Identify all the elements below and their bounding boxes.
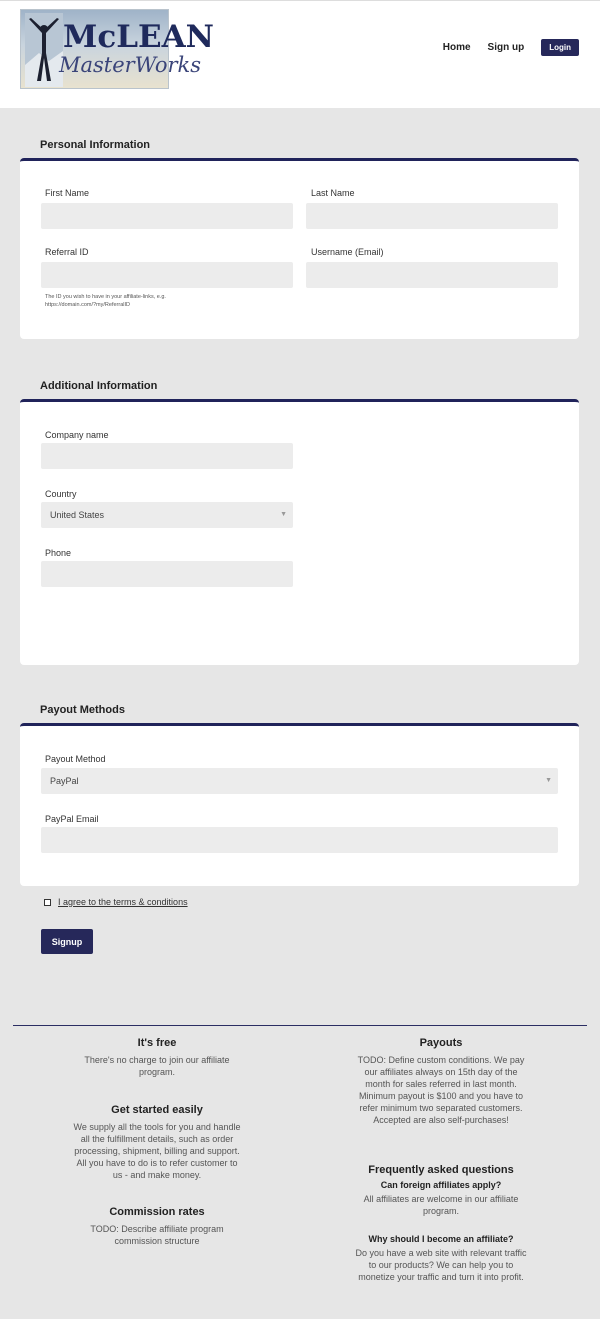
- terms-link[interactable]: I agree to the terms & conditions: [58, 897, 188, 907]
- referral-id-label: Referral ID: [45, 247, 89, 257]
- paypal-email-label: PayPal Email: [45, 814, 99, 824]
- country-label: Country: [45, 489, 77, 499]
- footer-faq: [346, 1164, 536, 1283]
- payout-methods-title: Payout Methods: [40, 704, 125, 716]
- footer-payouts: [356, 1037, 526, 1126]
- username-email-input[interactable]: [306, 262, 558, 288]
- footer-easy: [72, 1104, 242, 1181]
- last-name-label: Last Name: [311, 188, 355, 198]
- footer-free-title: It's free: [137, 1037, 177, 1049]
- first-name-input[interactable]: [41, 203, 293, 229]
- company-name-input[interactable]: [41, 443, 293, 469]
- logo[interactable]: [20, 9, 215, 89]
- country-select-value: United States: [50, 510, 105, 520]
- nav-home-link[interactable]: Home: [442, 42, 471, 53]
- personal-info-card: [20, 158, 579, 339]
- footer-faq-a1: All affiliates are welcome in our affiliate program.: [363, 1194, 519, 1216]
- payout-methods-card: [20, 723, 579, 886]
- footer-free: [72, 1037, 242, 1078]
- referral-hint-line-2: https://domain.com/?my/ReferralID: [45, 302, 130, 308]
- additional-info-card: [20, 399, 579, 665]
- header: [0, 0, 600, 108]
- first-name-label: First Name: [45, 188, 90, 198]
- terms-checkbox[interactable]: [44, 899, 51, 906]
- chevron-down-icon: ▼: [280, 511, 287, 518]
- company-name-label: Company name: [45, 430, 109, 440]
- chevron-down-icon: ▼: [545, 777, 552, 784]
- footer-divider: [13, 1025, 587, 1026]
- footer-commission-text: TODO: Describe affiliate program commission structure: [90, 1224, 224, 1246]
- logo-text-bottom: MasterWorks: [59, 53, 202, 77]
- footer-commission: [72, 1206, 242, 1247]
- country-select[interactable]: [41, 502, 293, 528]
- signup-button[interactable]: Signup: [41, 929, 93, 954]
- personal-info-title: Personal Information: [40, 139, 151, 151]
- nav-login-button[interactable]: Login: [541, 39, 579, 56]
- footer-faq-q1: Can foreign affiliates apply?: [380, 1180, 502, 1190]
- payout-method-value: PayPal: [50, 776, 79, 786]
- paypal-email-input[interactable]: [41, 827, 558, 853]
- footer-easy-text: We supply all the tools for you and handle all the fulfillment details, such as order processing, shipment, billing and support. All you have to do is to refer customer to us - and make money.: [73, 1122, 241, 1180]
- terms-agreement: [44, 897, 188, 907]
- footer-faq-q2: Why should I become an affiliate?: [368, 1234, 514, 1244]
- phone-label: Phone: [45, 548, 72, 558]
- username-email-label: Username (Email): [311, 247, 384, 257]
- top-nav: [443, 39, 579, 56]
- referral-hint: [45, 293, 166, 309]
- footer-faq-a2: Do you have a web site with relevant traffic to our products? We can help you to monetize your traffic and turn it into profit.: [355, 1248, 527, 1282]
- figure-logo-icon: [25, 13, 63, 87]
- footer-commission-title: Commission rates: [109, 1206, 205, 1218]
- logo-text-top: McLEAN: [63, 19, 215, 55]
- referral-id-input[interactable]: [41, 262, 293, 288]
- footer-easy-title: Get started easily: [111, 1104, 203, 1116]
- footer-payouts-text: TODO: Define custom conditions. We pay our affiliates always on 15th day of the month for sales referred in last month. Minimum payout is $100 and you have to refer minimum two separated customers. Accepted are also self-purchases!: [357, 1055, 525, 1125]
- payout-method-label: Payout Method: [45, 754, 106, 764]
- footer-payouts-title: Payouts: [419, 1037, 463, 1049]
- payout-method-select[interactable]: [41, 768, 558, 794]
- referral-hint-line-1: The ID you wish to have in your affiliate-links, e.g.: [45, 294, 166, 300]
- additional-info-title: Additional Information: [40, 380, 158, 392]
- footer-faq-title: Frequently asked questions: [368, 1164, 514, 1176]
- phone-input[interactable]: [41, 561, 293, 587]
- last-name-input[interactable]: [306, 203, 558, 229]
- nav-signup-link[interactable]: Sign up: [487, 42, 525, 53]
- footer-free-text: There's no charge to join our affiliate program.: [84, 1055, 230, 1077]
